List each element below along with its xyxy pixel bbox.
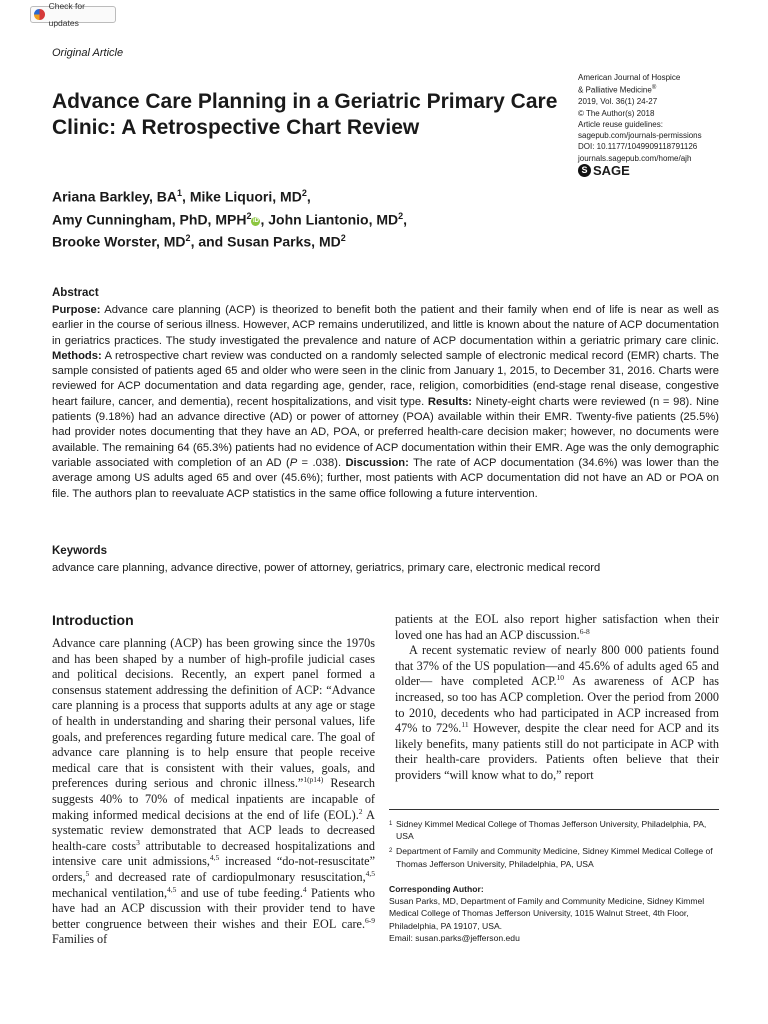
publisher-logo — [578, 163, 630, 178]
citation: 4,5 — [365, 868, 375, 878]
author-name: Ariana Barkley, BA — [52, 188, 178, 205]
journal-homepage-link[interactable]: journals.sagepub.com/home/ajh — [578, 153, 692, 163]
citation: 6-8 — [579, 626, 590, 636]
affiliations — [389, 818, 719, 873]
abstract-heading: Abstract — [52, 287, 99, 299]
footnote-divider — [389, 809, 719, 810]
citation: 2 — [358, 806, 363, 816]
check-for-updates-label: Check for updates — [48, 0, 85, 28]
citation: 10 — [556, 673, 565, 683]
introduction-heading: Introduction — [52, 612, 134, 628]
citation: 4,5 — [167, 884, 177, 894]
journal-volume: 2019, Vol. 36(1) 24-27 — [578, 97, 658, 107]
corresponding-author-email[interactable]: Email: susan.parks@jefferson.edu — [389, 932, 520, 943]
journal-name-line2: & Palliative Medicine® — [578, 85, 657, 95]
journal-name-line1: American Journal of Hospice — [578, 73, 681, 82]
body-column-right — [395, 612, 719, 784]
abstract-body: Purpose: Advance care planning (ACP) is theorized to benefit both the patient and their family when end of life is near as well as earlier in the course of serious illness. However, ACP remains underutilized, and little is known about the nature of ACP documentation in geriatrics practices. The study investigated the prevalence and nature of ACP documentation within a geriatric primary care clinic. Methods: A retrospective chart review was conducted on a randomly selected sample of electronic medical record (EMR) charts. The sample consisted of patients aged 65 and older who were seen in the clinic from January 1, 2015, to December 31, 2016. Charts were reviewed for ACP documentation and data regarding age, gender, race, religion, comorbidities (end-stage renal disease, congestive heart failure, cancer, and dementia), recent hospitalizations, and visit type. Results: Ninety-eight charts were reviewed (n = 98). Nine patients (9.18%) had an advance directive (AD) or power of attorney (POA) available within their EMR. Twenty-five patients (25.5%) had provider notes documenting that they have an AD, POA, or preferred health-care decision maker; however, no documents were available. The remaining 64 (65.3%) patients had no evidence of ACP documentation within their EMR. Age was the only demographic variable associated with completion of an AD (P = .038). Discussion: The rate of ACP documentation (34.6%) was lower than the average among US adults aged 65 and over (45.6%); further, most patients with ACP documentation did not have an AD or POA on file. The authors plan to reevaluate ACP statistics in the same office following a future intervention. — [52, 304, 720, 500]
body-column-left — [52, 636, 375, 948]
paragraph: A recent systematic review of nearly 800 000 patients found that 37% of the US population—and 45.6% of adults aged 65 and older— have completed ACP.$^{10}$ As awareness of ACP has increased, so too has ACP completion. Over the period from 2000 to 2010, decedents who had participated in ACP increased from 47% to 72%.$^{11}$ However, despite the clear need for ACP and its likely benefits, many patients still do not participate in ACP with their health-care providers. Patients often believe that their providers “will know what to do,” report — [395, 643, 719, 782]
check-for-updates-badge[interactable] — [30, 0, 116, 28]
author-name: Amy Cunningham, PhD, MPH — [52, 211, 247, 228]
affiliation-item: 2 Department of Family and Community Medicine, Sidney Kimmel Medical College of Thomas Jefferson University, Philadelphia, PA, USA — [389, 846, 713, 869]
author-list: Ariana Barkley, $BA^1$, Mike Liquori, $MD^2$, Amy Cunningham, PhD, MPH$^2$iD , John Liantonio, $MD^2$, Brooke Worster, $MD^2$, and Susan Parks, $MD^2$ — [52, 188, 408, 250]
keywords-list: advance care planning, advance directive, power of attorney, geriatrics, primary care, electronic medical record — [52, 562, 601, 574]
paragraph: patients at the EOL also report higher satisfaction when their loved one has had an ACP discussion.$^{6-8}$ — [395, 612, 719, 642]
citation: 4 — [302, 884, 307, 894]
article-title: Advance Care Planning in a Geriatric Primary Care Clinic: A Retrospective Chart Review — [52, 90, 558, 139]
citation: 1(p14) — [303, 775, 324, 785]
citation: 5 — [85, 868, 90, 878]
journal-info — [578, 72, 748, 164]
keywords-heading: Keywords — [52, 545, 107, 557]
registered-mark: ® — [651, 85, 657, 92]
article-type-label: Original Article — [52, 47, 124, 59]
author-name: Brooke Worster, MD — [52, 233, 186, 250]
publisher-name: SAGE — [593, 163, 630, 178]
corresponding-author-address: Susan Parks, MD, Department of Family and Community Medicine, Sidney Kimmel Medical College of Thomas Jefferson University, 1015 Walnut Street, 4th Floor, Philadelphia, PA 19107, USA. — [389, 896, 705, 931]
author-name: John Liantonio, MD — [268, 211, 399, 228]
citation: 4,5 — [209, 853, 220, 863]
author-name: Mike Liquori, MD — [189, 188, 302, 205]
citation: 6-9 — [365, 915, 375, 925]
affiliation-item: 1 Sidney Kimmel Medical College of Thomas Jefferson University, Philadelphia, PA, USA — [389, 819, 707, 842]
citation: 3 — [136, 837, 140, 847]
check-for-updates-icon — [34, 9, 45, 20]
corresponding-author-heading: Corresponding Author: — [389, 884, 484, 894]
author-name: Susan Parks, MD — [227, 233, 341, 250]
citation: 11 — [461, 720, 469, 730]
orcid-icon[interactable]: iD — [252, 218, 259, 225]
copyright: © The Author(s) 2018 — [578, 108, 655, 118]
permissions-link[interactable]: sagepub.com/journals-permissions — [578, 131, 702, 141]
paragraph: Advance care planning (ACP) has been growing since the 1970s and has been shaped by a number of high-profile judicial cases and political decisions. Recently, an expert panel formed a consensus statement addressing the definition of ACP: “Advance care planning is a process that supports adults at any age or stage of health in understanding and sharing their personal values, life goals, and preferences regarding future medical care. The goal of advance care planning is to help ensure that people receive medical care that is consistent with their values, goals, and preferences during serious and chronic illness.”$^{1(p14)}$ Research suggests 40% to 70% of medical inpatients are incapable of making informed medical decisions at the end of life (EOL).$^2$ A systematic review demonstrated that ACP leads to decreased health-care costs$^3$ attributable to decreased hospitalizations and intensive care unit admissions,$^{4,5}$ increased “do-not-resuscitate” orders,$^5$ and decreased rate of cardiopulmonary resuscitation,$^{4,5}$ mechanical ventilation,$^{4,5}$ and use of tube feeding.$^4$ Patients who have had an ACP discussion with their provider tend to have better congruence between their wishes and their EOL care.$^{6-9}$ Families of — [52, 636, 375, 947]
corresponding-author — [389, 883, 719, 944]
doi[interactable]: DOI: 10.1177/1049909118791126 — [578, 142, 698, 152]
reuse-guidelines-label: Article reuse guidelines: — [578, 119, 663, 129]
sage-logo-icon: S — [578, 164, 591, 177]
